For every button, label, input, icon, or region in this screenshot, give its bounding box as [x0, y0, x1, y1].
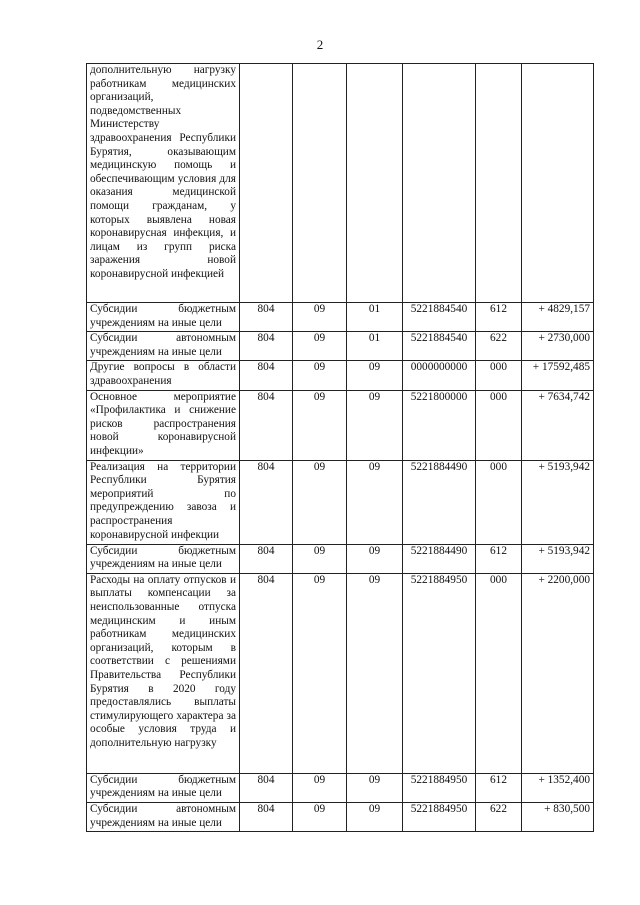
- table-row: [87, 544, 594, 573]
- expense-type-cell: 612: [476, 303, 522, 332]
- row-name-cell: дополнительную нагрузку работникам медицинских организаций, подведомственных Министерству здравоохранения Республики Бурятия, оказывающим медицинскую помощь и обеспечивающим условия для оказания медицинской помощи гражданам, у которых выявлена новая коронавирусная инфекция, и лицам из групп риска заражения новой коронавирусной инфекцией: [87, 64, 240, 303]
- amount-cell: + 7634,742: [522, 390, 594, 460]
- section-cell: 09: [293, 544, 347, 573]
- subsection-cell: 09: [347, 773, 403, 802]
- page-number: 2: [316, 37, 324, 52]
- section-cell: 09: [293, 802, 347, 831]
- expense-type-cell: 612: [476, 773, 522, 802]
- subsection-cell: 09: [347, 573, 403, 773]
- ministry-cell: 804: [240, 390, 293, 460]
- table-row: [87, 390, 594, 460]
- ministry-cell: 804: [240, 460, 293, 544]
- ministry-cell: 804: [240, 544, 293, 573]
- subsection-cell: 09: [347, 390, 403, 460]
- ministry-cell: 804: [240, 773, 293, 802]
- row-name-cell: Основное мероприятие «Профилактика и снижение рисков распространения новой коронавирусной инфекции»: [87, 390, 240, 460]
- section-cell: 09: [293, 303, 347, 332]
- table-row: [87, 361, 594, 390]
- ministry-cell: 804: [240, 802, 293, 831]
- table-row: [87, 303, 594, 332]
- amount-cell: [522, 64, 594, 303]
- target-article-cell: 5221884950: [403, 773, 476, 802]
- expense-type-cell: 000: [476, 361, 522, 390]
- section-cell: 09: [293, 460, 347, 544]
- row-name-cell: Субсидии бюджетным учреждениям на иные цели: [87, 544, 240, 573]
- target-article-cell: 5221884490: [403, 544, 476, 573]
- target-article-cell: 5221884950: [403, 802, 476, 831]
- expense-type-cell: 622: [476, 332, 522, 361]
- subsection-cell: 01: [347, 303, 403, 332]
- row-name-cell: Субсидии автономным учреждениям на иные цели: [87, 332, 240, 361]
- row-name-cell: Другие вопросы в области здравоохранения: [87, 361, 240, 390]
- expense-type-cell: 000: [476, 390, 522, 460]
- subsection-cell: [347, 64, 403, 303]
- row-name-cell: Субсидии бюджетным учреждениям на иные цели: [87, 303, 240, 332]
- table-row: [87, 460, 594, 544]
- target-article-cell: 5221884540: [403, 303, 476, 332]
- section-cell: 09: [293, 573, 347, 773]
- target-article-cell: 5221884950: [403, 573, 476, 773]
- ministry-cell: 804: [240, 332, 293, 361]
- table-row: [87, 332, 594, 361]
- section-cell: 09: [293, 390, 347, 460]
- target-article-cell: 5221800000: [403, 390, 476, 460]
- expense-type-cell: 000: [476, 460, 522, 544]
- expense-type-cell: 000: [476, 573, 522, 773]
- amount-cell: + 4829,157: [522, 303, 594, 332]
- amount-cell: + 2200,000: [522, 573, 594, 773]
- subsection-cell: 09: [347, 802, 403, 831]
- target-article-cell: 0000000000: [403, 361, 476, 390]
- table-row: [87, 802, 594, 831]
- subsection-cell: 09: [347, 544, 403, 573]
- budget-table: [86, 63, 594, 832]
- section-cell: 09: [293, 332, 347, 361]
- section-cell: [293, 64, 347, 303]
- amount-cell: + 5193,942: [522, 544, 594, 573]
- amount-cell: + 5193,942: [522, 460, 594, 544]
- amount-cell: + 830,500: [522, 802, 594, 831]
- subsection-cell: 09: [347, 460, 403, 544]
- amount-cell: + 2730,000: [522, 332, 594, 361]
- row-name-cell: Субсидии бюджетным учреждениям на иные цели: [87, 773, 240, 802]
- expense-type-cell: [476, 64, 522, 303]
- table-row: [87, 773, 594, 802]
- subsection-cell: 09: [347, 361, 403, 390]
- ministry-cell: 804: [240, 303, 293, 332]
- expense-type-cell: 612: [476, 544, 522, 573]
- section-cell: 09: [293, 773, 347, 802]
- target-article-cell: [403, 64, 476, 303]
- expense-type-cell: 622: [476, 802, 522, 831]
- section-cell: 09: [293, 361, 347, 390]
- amount-cell: + 17592,485: [522, 361, 594, 390]
- target-article-cell: 5221884490: [403, 460, 476, 544]
- row-name-cell: Реализация на территории Республики Бурятия мероприятий по предупреждению завоза и распространения коронавирусной инфекции: [87, 460, 240, 544]
- ministry-cell: [240, 64, 293, 303]
- amount-cell: + 1352,400: [522, 773, 594, 802]
- ministry-cell: 804: [240, 573, 293, 773]
- subsection-cell: 01: [347, 332, 403, 361]
- ministry-cell: 804: [240, 361, 293, 390]
- row-name-cell: Расходы на оплату отпусков и выплаты компенсации за неиспользованные отпуска медицинским и иным работникам медицинских организаций, которым в соответствии с решениями Правительства Республики Бурятия в 2020 году предоставлялись выплаты стимулирующего характера за особые условия труда и дополнительную нагрузку: [87, 573, 240, 773]
- table-row: [87, 573, 594, 773]
- table-row: [87, 64, 594, 303]
- target-article-cell: 5221884540: [403, 332, 476, 361]
- row-name-cell: Субсидии автономным учреждениям на иные цели: [87, 802, 240, 831]
